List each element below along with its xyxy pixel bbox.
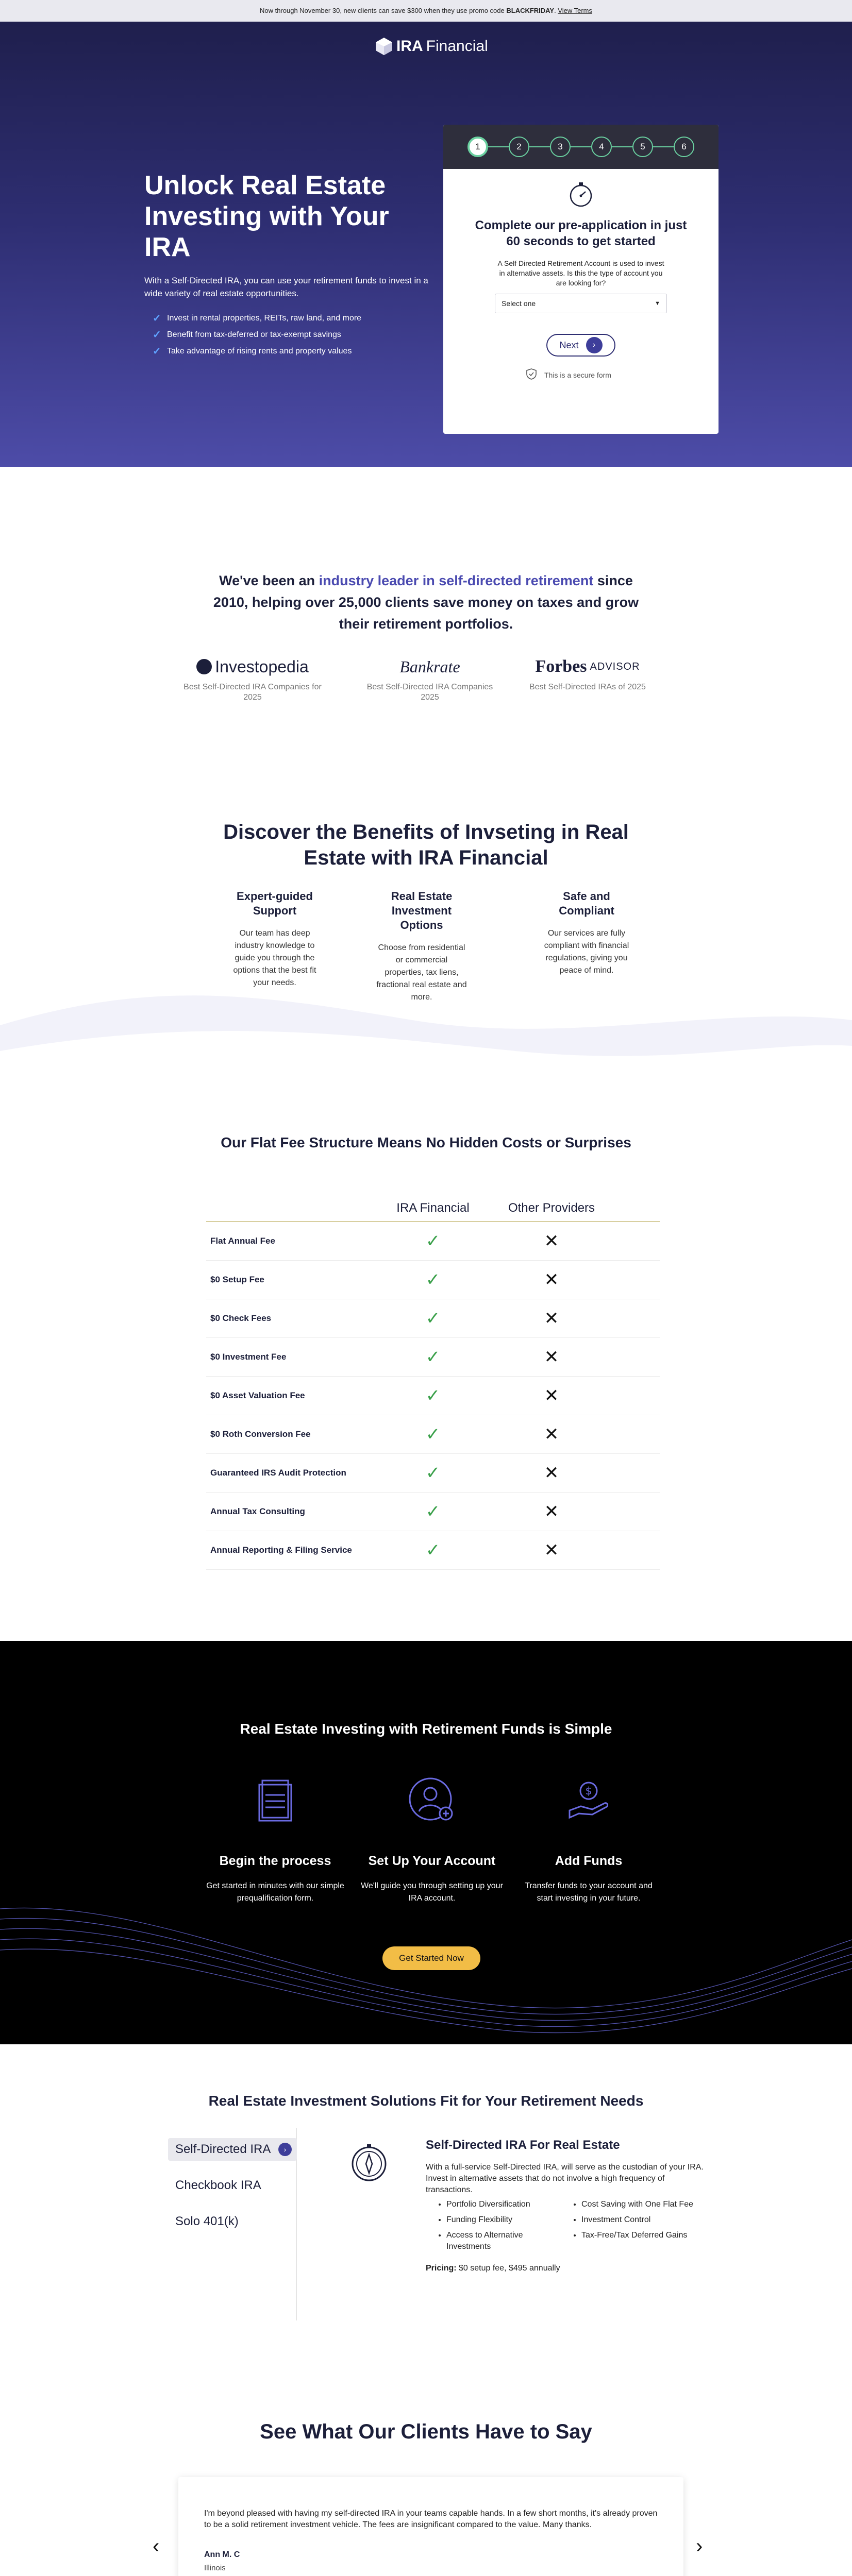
hero-lead: With a Self-Directed IRA, you can use your retirement funds to invest in a wide variety of real estate opportunities. [144, 276, 428, 298]
chevron-down-icon: ▼ [655, 300, 660, 307]
fee-label: $0 Check Fees [210, 1313, 272, 1323]
step-connector [653, 146, 674, 147]
select-value: Select one [502, 299, 536, 308]
testimonial-name: Ann M. C [204, 2550, 240, 2559]
check-icon: ✓ [425, 1270, 441, 1290]
step-2: 2 [509, 137, 529, 157]
fee-label: $0 Asset Valuation Fee [210, 1391, 305, 1400]
investopedia-logo [180, 653, 325, 680]
press-forbes [515, 653, 660, 692]
fee-label: $0 Setup Fee [210, 1275, 264, 1284]
check-icon: ✓ [153, 329, 161, 341]
fund-hand-icon [560, 1772, 617, 1829]
hero-bullets [153, 310, 361, 360]
hero-bullet [153, 310, 361, 327]
fee-label: Flat Annual Fee [210, 1236, 275, 1246]
process-step [360, 1772, 504, 1905]
check-icon: ✓ [425, 1231, 441, 1251]
arrow-right-icon: › [586, 337, 603, 353]
promo-sep: . [554, 7, 558, 14]
x-icon: ✕ [544, 1540, 559, 1560]
site-logo[interactable] [375, 35, 488, 58]
hero-section [0, 22, 852, 467]
benefit-text: Our team has deep industry knowledge to guide you through the options that the best fit your needs. [233, 929, 316, 987]
check-icon: ✓ [425, 1502, 441, 1521]
shield-icon [526, 368, 537, 382]
check-icon: ✓ [425, 1386, 441, 1405]
check-icon: ✓ [425, 1463, 441, 1483]
table-row [206, 1493, 660, 1531]
svg-text:$: $ [585, 1785, 592, 1797]
solution-text: With a full-service Self-Directed IRA, will serve as the custodian of your IRA. Invest in alternative assets that do not involve a high frequency of transactions. [426, 2163, 704, 2194]
fee-label: $0 Roth Conversion Fee [210, 1429, 311, 1439]
logo-light: Financial [426, 38, 488, 55]
leader-pre: We've been an [219, 573, 319, 588]
press-caption: Best Self-Directed IRA Companies 2025 [366, 683, 493, 702]
feature-item: • Access to Alternative Investments [446, 2230, 569, 2252]
secure-text: This is a secure form [544, 370, 611, 379]
process-step-title: Set Up Your Account [368, 1854, 496, 1868]
x-icon: ✕ [544, 1386, 559, 1405]
promo-text: Now through November 30, new clients can save $300 when they use promo code [259, 7, 507, 14]
testimonials-title: See What Our Clients Have to Say [260, 2420, 592, 2443]
arrow-right-icon: › [278, 2143, 292, 2156]
benefit-title: Real Estate Investment Options [391, 890, 453, 931]
view-terms-link[interactable]: View Terms [558, 7, 593, 14]
feature-item: • Investment Control [581, 2214, 704, 2226]
next-label: Next [559, 340, 579, 350]
hero-title: Unlock Real Estate Investing with Your IRA [144, 171, 389, 262]
logo-bold: IRA [396, 38, 423, 55]
investopedia-mark-icon [196, 659, 212, 674]
form-title: Complete our pre-application in just 60 seconds to get started [475, 218, 687, 248]
hero-bullet [153, 343, 361, 360]
x-icon: ✕ [544, 1309, 559, 1328]
step-indicator [443, 125, 719, 169]
document-icon [247, 1772, 304, 1829]
table-row [206, 1261, 660, 1299]
press-bankrate [358, 653, 502, 703]
hero-bullet-text: Benefit from tax-deferred or tax-exempt savings [167, 330, 341, 339]
fee-label: Annual Reporting & Filing Service [210, 1545, 352, 1555]
process-step-text: Transfer funds to your account and start investing in your future. [525, 1882, 653, 1903]
feature-item: • Tax-Free/Tax Deferred Gains [581, 2230, 704, 2252]
user-add-icon [404, 1772, 460, 1829]
step-connector [488, 146, 509, 147]
leader-statement [206, 570, 646, 635]
hero-bullet-text: Take advantage of rising rents and property values [167, 347, 352, 355]
step-connector [571, 146, 591, 147]
check-icon: ✓ [153, 313, 161, 324]
table-row [206, 1299, 660, 1338]
check-icon: ✓ [425, 1347, 441, 1367]
hero-bullet [153, 327, 361, 343]
check-icon: ✓ [425, 1540, 441, 1560]
next-button[interactable] [546, 334, 615, 357]
leader-highlight: industry leader in self-directed retirement [319, 573, 594, 588]
check-icon: ✓ [153, 346, 161, 357]
pricing-value: $0 setup fee, $495 annually [456, 2264, 560, 2273]
process-step-text: We'll guide you through setting up your IRA account. [361, 1882, 503, 1903]
tab-label: Self-Directed IRA [175, 2142, 271, 2156]
testimonial-quote: I'm beyond pleased with having my self-directed IRA in your teams capable hands. In a few short months, it's already proven to be a solid retirement investment vehicle. The fees are insignificant compared to the value. Many thanks. [204, 2509, 658, 2529]
fee-label: $0 Investment Fee [210, 1352, 287, 1362]
solutions-tabs [142, 2128, 297, 2320]
preapplication-form [443, 125, 719, 434]
solutions-title: Real Estate Investment Solutions Fit for Your Retirement Needs [208, 2093, 644, 2109]
secure-note [526, 368, 639, 382]
logo-cube-icon [375, 37, 393, 56]
testimonial-card [178, 2477, 683, 2576]
feature-item: • Cost Saving with One Flat Fee [581, 2199, 704, 2210]
promo-code: BLACKFRIDAY [506, 7, 555, 14]
x-icon: ✕ [544, 1270, 559, 1290]
feature-item: • Funding Flexibility [446, 2214, 569, 2226]
benefit-title: Expert-guided Support [237, 890, 313, 917]
bankrate-logo-text: Bankrate [399, 657, 460, 676]
pricing-label: Pricing: [426, 2264, 457, 2273]
account-type-select[interactable] [495, 294, 667, 313]
form-question: A Self Directed Retirement Account is used to invest in alternative assets. Is this the type of account you are looking for? [497, 259, 664, 287]
promo-bar [0, 0, 852, 22]
process-step [516, 1772, 661, 1905]
tab-solo-401k[interactable] [168, 2210, 297, 2233]
table-row [206, 1222, 660, 1261]
process-title: Real Estate Investing with Retirement Funds is Simple [240, 1721, 612, 1737]
tab-label: Checkbook IRA [175, 2178, 261, 2192]
bankrate-logo [358, 653, 502, 680]
step-1: 1 [467, 137, 488, 157]
tab-label: Solo 401(k) [175, 2214, 239, 2228]
x-icon: ✕ [544, 1425, 559, 1444]
header-ira-financial: IRA Financial [396, 1201, 470, 1215]
fees-title: Our Flat Fee Structure Means No Hidden Costs or Surprises [221, 1134, 631, 1150]
table-row [206, 1338, 660, 1377]
feature-item: • Portfolio Diversification [446, 2199, 569, 2210]
decorative-wave [0, 958, 852, 1092]
step-3: 3 [550, 137, 571, 157]
table-row [206, 1454, 660, 1493]
check-icon: ✓ [425, 1309, 441, 1328]
pricing-line [426, 2263, 704, 2274]
benefit-text: Our services are fully compliant with financial regulations, giving you peace of mind. [544, 929, 629, 975]
process-step [203, 1772, 347, 1905]
carousel-prev-button[interactable]: ‹ [153, 2535, 160, 2557]
tab-self-directed-ira[interactable] [168, 2138, 297, 2161]
step-4: 4 [591, 137, 612, 157]
table-header [206, 1195, 660, 1222]
table-row [206, 1415, 660, 1454]
forbes-logo [515, 653, 660, 680]
process-step-text: Get started in minutes with our simple prequalification form. [206, 1882, 344, 1903]
press-caption: Best Self-Directed IRAs of 2025 [529, 683, 646, 691]
solution-details [426, 2138, 704, 2274]
investopedia-logo-text: Investopedia [215, 657, 309, 676]
compass-icon [348, 2142, 390, 2183]
testimonial-location: Illinois [204, 2564, 226, 2572]
process-step-title: Begin the process [219, 1854, 331, 1868]
carousel-next-button[interactable]: › [696, 2535, 703, 2557]
fee-label: Annual Tax Consulting [210, 1506, 305, 1516]
solution-title: Self-Directed IRA For Real Estate [426, 2138, 620, 2152]
press-investopedia [180, 653, 325, 703]
process-section [0, 1641, 852, 2044]
get-started-now-button[interactable]: Get Started Now [382, 1946, 480, 1970]
fee-label: Guaranteed IRS Audit Protection [210, 1468, 346, 1478]
check-icon: ✓ [425, 1425, 441, 1444]
benefit-title: Safe and Compliant [559, 890, 614, 917]
press-caption: Best Self-Directed IRA Companies for 2025 [183, 683, 322, 702]
forbes-advisor-text: ADVISOR [590, 660, 640, 672]
x-icon: ✕ [544, 1347, 559, 1367]
x-icon: ✕ [544, 1463, 559, 1483]
solution-features [426, 2199, 704, 2257]
step-connector [529, 146, 550, 147]
stopwatch-icon [567, 180, 595, 208]
table-row [206, 1377, 660, 1415]
fee-comparison-table [206, 1195, 660, 1570]
benefit-text: Choose from residential or commercial properties, tax liens, fractional real estate and more. [376, 943, 467, 1002]
step-5: 5 [632, 137, 653, 157]
table-row [206, 1531, 660, 1570]
x-icon: ✕ [544, 1502, 559, 1521]
tab-checkbook-ira[interactable] [168, 2174, 297, 2197]
step-6: 6 [674, 137, 694, 157]
benefits-title: Discover the Benefits of Invseting in Real Estate with IRA Financial [223, 821, 629, 869]
hero-bullet-text: Invest in rental properties, REITs, raw land, and more [167, 314, 362, 323]
forbes-logo-text: Forbes [535, 657, 587, 676]
x-icon: ✕ [544, 1231, 559, 1251]
leader-post: since 2010, helping over 25,000 clients save money on taxes and grow their retirement portfolios. [213, 573, 639, 632]
process-step-title: Add Funds [555, 1854, 623, 1868]
header-other-providers: Other Providers [508, 1201, 595, 1215]
fee-rows [206, 1222, 660, 1570]
step-connector [612, 146, 632, 147]
